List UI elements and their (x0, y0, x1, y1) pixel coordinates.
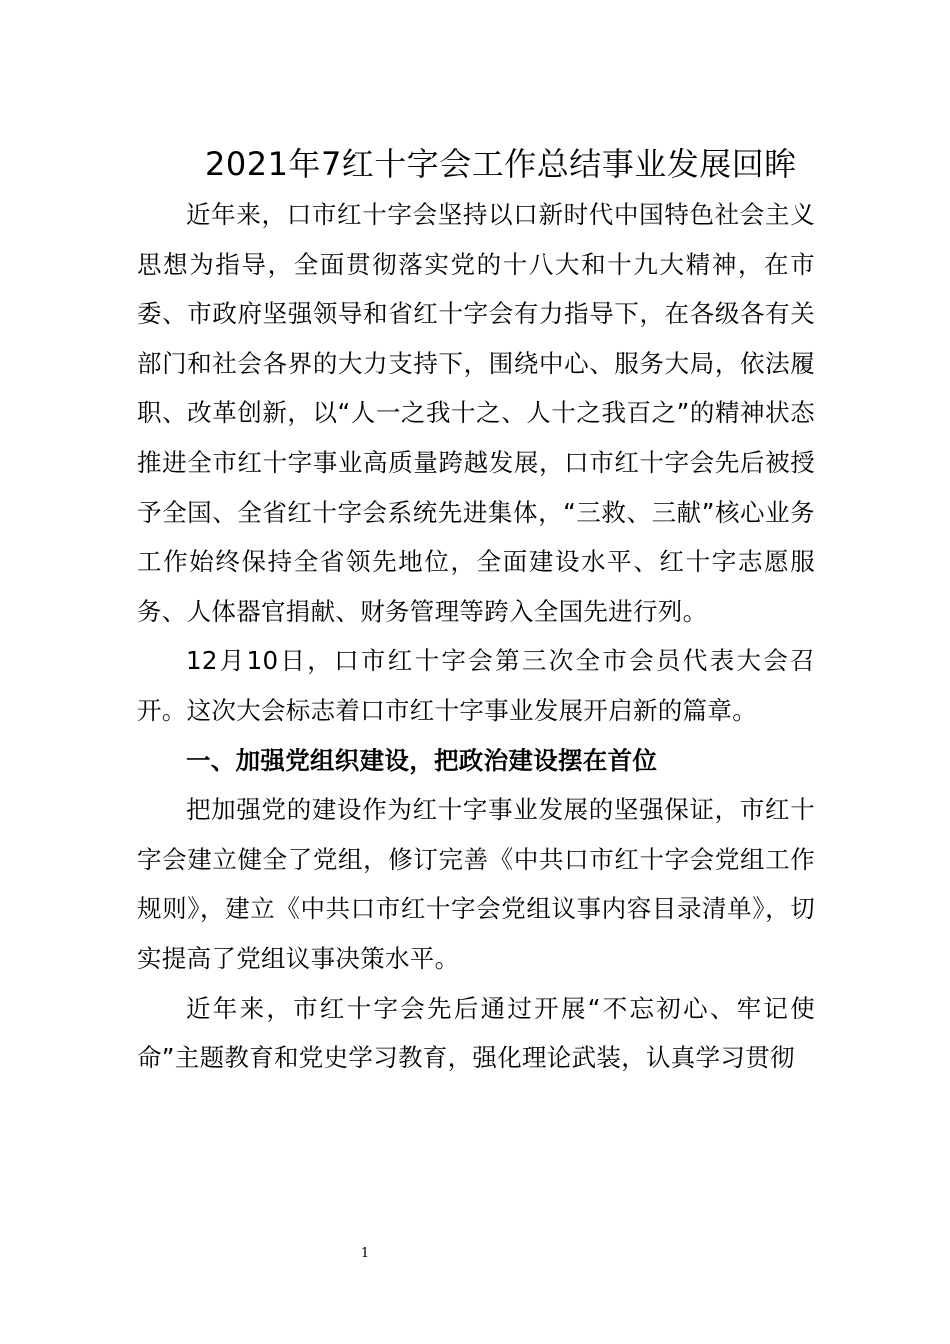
section-heading: 一、加强党组织建设，把政治建设摆在首位 (186, 745, 658, 775)
intro-paragraph: 近年来，口市红十字会坚持以口新时代中国特色社会主义思想为指导，全面贯彻落实党的十八大和十九大精神，在市委、市政府坚强领导和省红十字会有力指导下，在各级各有关部门和社会各界的大力支持下，围绕中心、服务大局，依法履职、改革创新，以“人一之我十之、人十之我百之”的精神状态推进全市红十字事业高质量跨越发展，口市红十字会先后被授予全国、全省红十字会系统先进集体，“三救、三献”核心业务工作始终保持全省领先地位，全面建设水平、红十字志愿服务、人体器官捐献、财务管理等跨入全国先进行列。 (137, 200, 815, 626)
party-building-paragraph: 把加强党的建设作为红十字事业发展的坚强保证，市红十字会建立健全了党组，修订完善《中共口市红十字会党组工作规则》，建立《中共口市红十字会党组议事内容目录清单》，切实提高了党组议事决策水平。 (137, 795, 815, 973)
congress-paragraph: 12月10日，口市红十字会第三次全市会员代表大会召开。这次大会标志着口市红十字事业发展开启新的篇章。 (137, 646, 815, 725)
page-number: 1 (360, 1246, 370, 1261)
education-paragraph: 近年来，市红十字会先后通过开展“不忘初心、牢记使命”主题教育和党史学习教育，强化理论武装，认真学习贯彻 (137, 993, 815, 1073)
document-title: 2021年7红十字会工作总结事业发展回眸 (205, 145, 797, 183)
document-body (137, 138, 815, 1083)
